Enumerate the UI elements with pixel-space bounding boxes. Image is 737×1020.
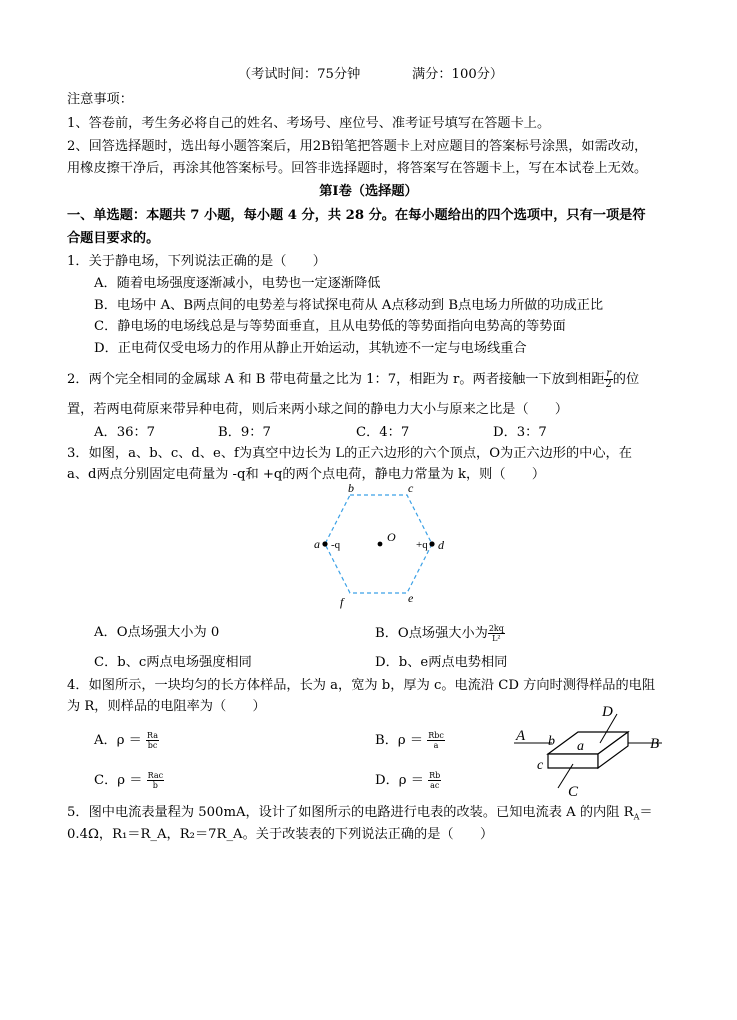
center-o-label: O xyxy=(387,530,396,544)
cuboid-figure xyxy=(510,700,670,800)
q4-b-num: Rbc xyxy=(428,731,444,740)
q4-stem-line2: 为 R，则样品的电阻率为（ ） xyxy=(67,699,266,714)
note-2: 2、回答选择题时，选出每小题答案后，用2B铅笔把答题卡上对应题目的答案标号涂黑，如需改动， xyxy=(67,139,648,154)
q2-option-d: D．3：7 xyxy=(493,425,547,440)
label-terminal-b: B xyxy=(650,736,660,752)
vertex-e-label: e xyxy=(408,591,414,605)
vertex-b-label: b xyxy=(348,481,354,495)
q2-stem xyxy=(67,369,639,390)
q4-c-text: C．ρ ＝ xyxy=(94,773,143,788)
note-2-cont: 用橡皮擦干净后，再涂其他答案标号。回答非选择题时，将答案写在答题卡上，写在本试卷上无效。 xyxy=(67,161,648,176)
q1-option-c: C．静电场的电场线总是与等势面垂直，且从电势低的等势面指向电势高的等势面 xyxy=(94,319,566,334)
exam-time: （考试时间：75分钟 xyxy=(238,67,361,82)
note-1: 1、答卷前，考生务必将自己的姓名、考场号、座位号、准考证号填写在答题卡上。 xyxy=(67,116,551,131)
vertex-c-label: c xyxy=(408,481,414,495)
q4-option-a xyxy=(94,731,159,750)
hexagon-figure xyxy=(300,480,450,610)
full-score: 满分：100分） xyxy=(412,67,504,82)
q2-option-b: B．9：7 xyxy=(218,425,271,440)
q2-option-a: A．36：7 xyxy=(94,425,156,440)
section-title: 第Ⅰ卷（选择题） xyxy=(319,184,418,199)
q4-stem: 4．如图所示，一块均匀的长方体样品，长为 a，宽为 b，厚为 c。电流沿 CD 方向时测得样品的电阻 xyxy=(67,678,656,693)
q2-option-c: C．4：7 xyxy=(356,425,410,440)
section-instructions-cont: 合题目要求的。 xyxy=(67,231,160,246)
q4-option-d xyxy=(375,771,441,790)
vertex-d-label: d xyxy=(438,538,444,552)
q3-option-b xyxy=(375,624,505,643)
vertex-a-label: a xyxy=(314,537,320,551)
q3-b-num: 2kq xyxy=(488,624,504,633)
q2-fraction xyxy=(604,369,612,390)
q4-a-num: Ra xyxy=(147,731,159,740)
q3-b-den: L² xyxy=(492,634,501,643)
q4-c-frac xyxy=(147,771,164,790)
q4-c-num: Rac xyxy=(147,771,164,780)
neg-charge-label: -q xyxy=(331,539,341,551)
label-terminal-c: C xyxy=(568,784,579,800)
q4-a-frac xyxy=(146,731,159,750)
q4-b-den: a xyxy=(433,741,439,750)
pos-charge-label: +q xyxy=(416,539,428,551)
q4-b-frac xyxy=(427,731,445,750)
q3-stem: 3．如图，a、b、c、d、e、f为真空中边长为 L的正六边形的六个顶点，O为正六边形的中心，在 xyxy=(67,446,632,461)
q2-stem-text: 2．两个完全相同的金属球 A 和 B 带电荷量之比为 1：7，相距为 r。两者接触一下放到相距 xyxy=(67,372,605,387)
q1-option-a: A．随着电场强度逐渐减小，电势也一定逐渐降低 xyxy=(94,276,381,291)
section-instructions: 一、单选题：本题共 7 小题，每小题 4 分，共 28 分。在每小题给出的四个选项中，只有一项是符 xyxy=(67,208,646,223)
q3-stem-line2: a、d两点分别固定电荷量为 -q和 +q的两个点电荷，静电力常量为 k，则（ ） xyxy=(67,467,546,482)
charge-a-dot xyxy=(322,541,327,546)
q4-d-den: ac xyxy=(430,781,440,790)
q4-b-text: B．ρ ＝ xyxy=(375,733,424,748)
q4-d-frac xyxy=(428,771,441,790)
q3-option-b-text: B．O点场强大小为 xyxy=(375,626,488,641)
q4-a-text: A．ρ ＝ xyxy=(94,733,142,748)
charge-d-dot xyxy=(429,541,434,546)
notes-title: 注意事项： xyxy=(67,92,133,107)
q4-d-text: D．ρ ＝ xyxy=(375,773,424,788)
cuboid-front xyxy=(548,754,598,768)
q1-stem: 1．关于静电场，下列说法正确的是（ ） xyxy=(67,254,326,269)
q5-stem-line2: 0.4Ω，R₁＝R_A，R₂＝7R_A。关于改装表的下列说法正确的是（ ） xyxy=(67,827,494,842)
q5-sub-a: A xyxy=(633,812,640,822)
label-terminal-d: D xyxy=(602,704,613,720)
q5-stem xyxy=(67,804,653,827)
q3-option-c: C．b、c两点电场强度相同 xyxy=(94,655,252,670)
q3-option-a: A．O点场强大小为 0 xyxy=(94,625,220,640)
q2-stem-line2: 置，若两电荷原来带异种电荷，则后来两小球之间的静电力大小与原来之比是（ ） xyxy=(67,402,569,417)
label-terminal-a: A xyxy=(516,728,526,744)
q4-d-num: Rb xyxy=(429,771,441,780)
label-thickness-c: c xyxy=(537,758,544,773)
q4-c-den: b xyxy=(152,781,158,790)
q4-option-c xyxy=(94,771,164,790)
q2-frac-num: r xyxy=(606,368,611,379)
q1-option-b: B．电场中 A、B两点间的电势差与将试探电荷从 A点移动到 B点电场力所做的功成正比 xyxy=(94,298,604,313)
q4-option-b xyxy=(375,731,445,750)
q5-stem-end: ＝ xyxy=(639,805,653,820)
q5-stem-text: 5．图中电流表量程为 500mA，设计了如图所示的电路进行电表的改装。已知电流表 A 的内阻 R xyxy=(67,805,634,820)
label-width-b: b xyxy=(548,734,555,749)
vertex-f-label: f xyxy=(340,595,344,609)
q1-option-d: D．正电荷仅受电场力的作用从静止开始运动，其轨迹不一定与电场线重合 xyxy=(94,341,527,356)
q4-a-den: bc xyxy=(147,741,158,750)
q3-option-d: D．b、e两点电势相同 xyxy=(375,655,508,670)
q2-frac-den: 2 xyxy=(605,379,612,390)
center-dot xyxy=(378,542,383,547)
q2-stem-end: 的位 xyxy=(612,372,640,387)
q3-option-b-frac xyxy=(488,624,505,643)
label-length-a: a xyxy=(577,739,584,754)
